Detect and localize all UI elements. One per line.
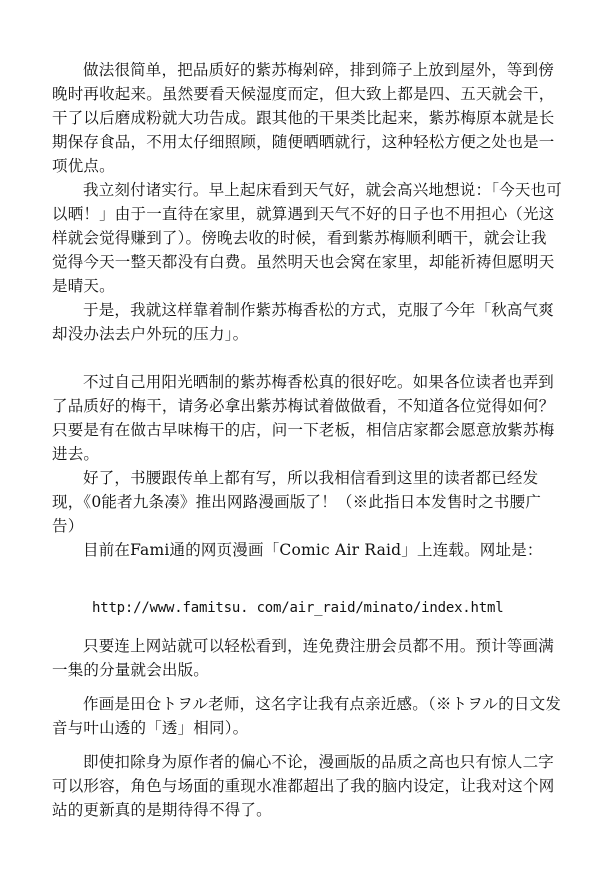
paragraph-drying-method: 做法很简单，把品质好的紫苏梅剁碎，排到筛子上放到屋外，等到傍晚时再收起来。虽然要看天候湿度而定，但大致上都是四、五天就会干，干了以后磨成粉就大功告成。跟其他的干果类比起来，紫苏梅原本就是长期保存食品，不用太仔细照顾，随便晒晒就行，这种轻松方便之处也是一项优点。 bbox=[52, 61, 555, 175]
paragraph-free-access: 只要连上网站就可以轻松看到，连免费注册会员都不用。预计等画满一集的分量就会出版。 bbox=[52, 637, 555, 679]
paragraph-quality: 即使扣除身为原作者的偏心不论，漫画版的品质之高也只有惊人二字可以形容，角色与场面的重现水准都超出了我的脑内设定，让我对这个网站的更新真的是期待得不得了。 bbox=[52, 753, 555, 819]
paragraph-web-comic-announcement: 好了，书腰跟传单上都有写，所以我相信看到这里的读者都已经发现，《0能者九条凑》推出网路漫画版了！（※此指日本发售时之书腰广告） bbox=[52, 469, 542, 535]
paragraph-illustrator: 作画是田仓トヲル老师，这名字让我有点亲近感。（※トヲル的日文发音与叶山透的「透」相同）。 bbox=[52, 695, 562, 737]
paragraph-put-into-practice: 我立刻付诸实行。早上起床看到天气好，就会高兴地想说：「今天也可以晒！」由于一直待在家里，就算遇到天气不好的日子也不用担心（光这样就会觉得赚到了）。傍晚去收的时候，看到紫苏梅顺利晒干，就会让我觉得今天一整天都没有白费。虽然明天也会窝在家里，却能祈祷但愿明天是晴天。 bbox=[52, 181, 562, 295]
paragraph-serialization: 目前在Fami通的网页漫画「Comic Air Raid」上连载。网址是： bbox=[83, 541, 543, 559]
paragraph-delicious: 不过自己用阳光晒制的紫苏梅香松真的很好吃。如果各位读者也弄到了品质好的梅干，请务必拿出紫苏梅试着做做看，不知道各位觉得如何？只要是有在做古早味梅干的店，问一下老板，相信店家都会愿意放紫苏梅进去。 bbox=[52, 373, 555, 463]
website-url: http://www.famitsu. com/air_raid/minato/index.html bbox=[92, 600, 504, 616]
paragraph-overcame-stress: 于是，我就这样靠着制作紫苏梅香松的方式，克服了今年「秋高气爽却没办法去户外玩的压力」。 bbox=[52, 301, 555, 343]
